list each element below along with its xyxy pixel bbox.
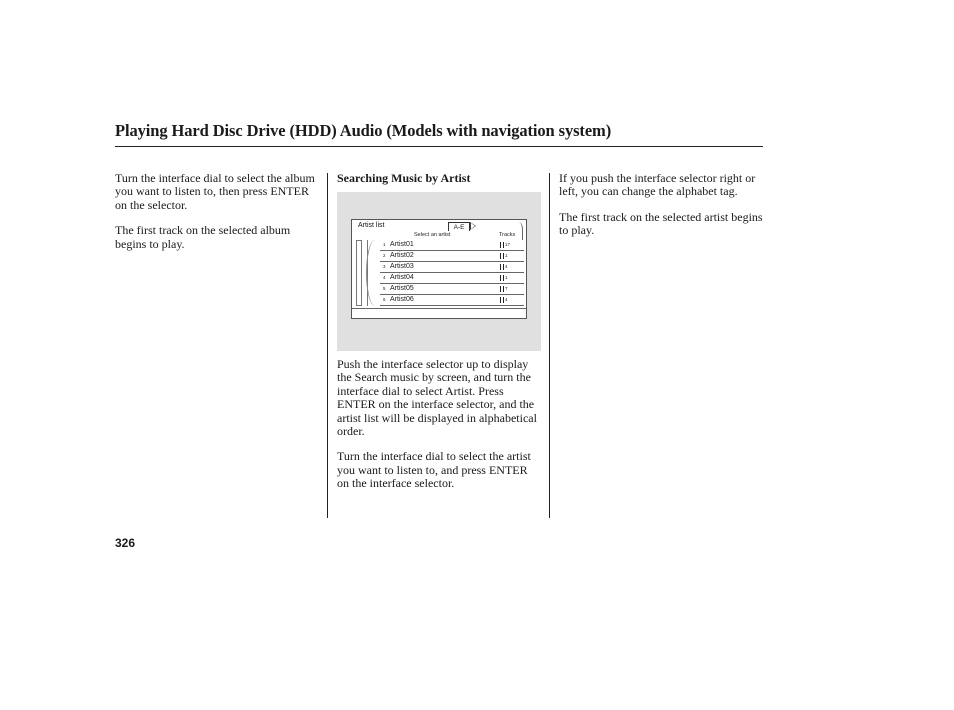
screen-title: Artist list xyxy=(358,222,385,229)
screen-frame-curve xyxy=(366,240,381,306)
list-item xyxy=(380,284,524,295)
arrow-right-icon xyxy=(470,222,476,230)
track-count: 17 xyxy=(505,242,511,247)
track-count: 4 xyxy=(505,264,508,269)
col2-body xyxy=(337,358,542,503)
track-bar-icon xyxy=(500,275,504,281)
artist-name: Artist02 xyxy=(390,252,414,259)
artist-list xyxy=(380,240,524,306)
column-1 xyxy=(115,172,320,263)
alphabet-tab: A-E xyxy=(448,222,470,231)
screen-frame-right xyxy=(512,222,523,240)
col3-paragraph-1: If you push the interface selector right or left, you can change the alphabet tag. xyxy=(559,171,756,199)
track-bar-icon xyxy=(500,286,504,292)
screen-subtitle: Select an artist xyxy=(414,232,451,238)
list-item xyxy=(380,240,524,251)
row-number: 4 xyxy=(383,275,386,280)
col3-paragraph-2: The first track on the selected artist begins to play. xyxy=(559,209,763,238)
scroll-track xyxy=(356,240,362,306)
column-divider-1 xyxy=(327,173,328,518)
row-number: 2 xyxy=(383,253,386,258)
track-count: 4 xyxy=(505,297,508,302)
col1-paragraph-1: Turn the interface dial to select the album you want to listen to, then press ENTER on the selector. xyxy=(115,171,315,212)
list-item xyxy=(380,295,524,306)
col2-paragraph-1: Push the interface selector up to display the Search music by screen, and turn the interface dial to select Artist. Press ENTER on the interface selector, and the artist list will be displayed in alphabetical order. xyxy=(337,357,537,439)
title-rule xyxy=(115,146,763,147)
screen-footer-line xyxy=(352,308,526,309)
track-bar-icon xyxy=(500,253,504,259)
artist-name: Artist01 xyxy=(390,241,414,248)
track-bar-icon xyxy=(500,264,504,270)
row-number: 3 xyxy=(383,264,386,269)
column-3 xyxy=(559,172,764,250)
list-item xyxy=(380,262,524,273)
artist-list-screen xyxy=(351,219,527,319)
artist-name: Artist05 xyxy=(390,285,414,292)
tracks-label: Tracks xyxy=(499,232,516,238)
track-count: 1 xyxy=(505,275,508,280)
section-heading: Searching Music by Artist xyxy=(337,171,471,185)
track-bar-icon xyxy=(500,297,504,303)
track-count: 7 xyxy=(505,286,508,291)
col2-paragraph-2: Turn the interface dial to select the artist you want to listen to, and press ENTER on the interface selector. xyxy=(337,449,531,491)
list-item xyxy=(380,251,524,262)
artist-name: Artist04 xyxy=(390,274,414,281)
artist-name: Artist06 xyxy=(390,296,414,303)
list-item xyxy=(380,273,524,284)
track-bar-icon xyxy=(500,242,504,248)
page-number: 326 xyxy=(115,536,136,550)
row-number: 1 xyxy=(383,242,386,247)
page-title: Playing Hard Disc Drive (HDD) Audio (Models with navigation system) xyxy=(115,121,612,140)
track-count: 1 xyxy=(505,253,508,258)
column-divider-2 xyxy=(549,173,550,518)
artist-name: Artist03 xyxy=(390,263,414,270)
row-number: 5 xyxy=(383,286,386,291)
col1-paragraph-2: The first track on the selected album begins to play. xyxy=(115,223,291,251)
row-number: 6 xyxy=(383,297,386,302)
